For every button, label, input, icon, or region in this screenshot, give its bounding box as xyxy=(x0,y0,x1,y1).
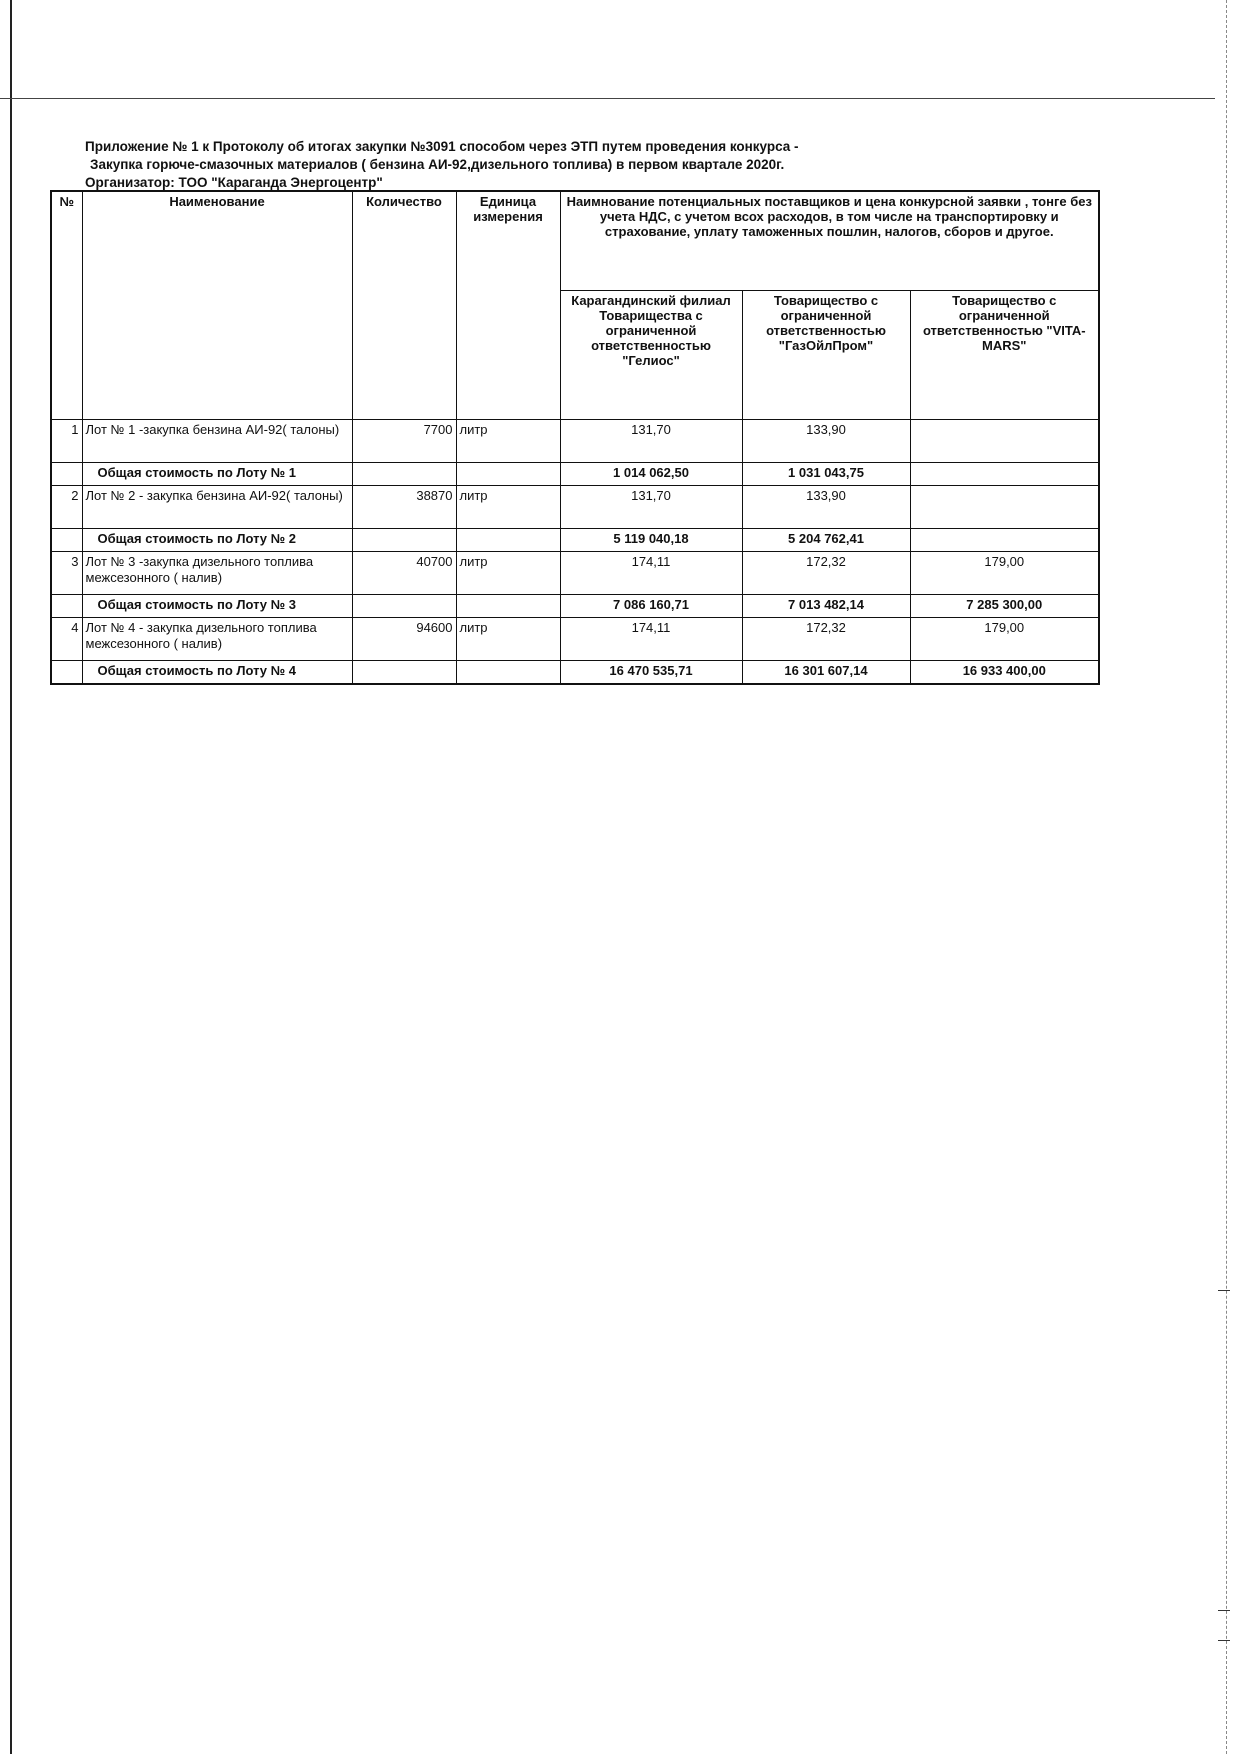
col-header-suppliers-group: Наимнование потенциальных поставщиков и цена конкурсной заявки , тонге без учета НДС, с учетом всох расходов, в том числе на транспортировку и страхование, уплату таможенных пошлин, налогов, сборов и другое. xyxy=(560,191,1099,291)
col-header-qty: Количество xyxy=(352,191,456,420)
scan-edge-tick xyxy=(1218,1640,1230,1641)
lot-name: Лот № 1 -закупка бензина АИ-92( талоны) xyxy=(82,420,352,463)
total-row xyxy=(51,463,1099,486)
price-supplier-3 xyxy=(910,420,1099,463)
empty-cell xyxy=(51,529,82,552)
lot-number: 3 xyxy=(51,552,82,595)
price-supplier-1: 174,11 xyxy=(560,618,742,661)
total-supplier-2: 1 031 043,75 xyxy=(742,463,910,486)
empty-cell xyxy=(456,463,560,486)
empty-cell xyxy=(51,661,82,685)
price-supplier-1: 131,70 xyxy=(560,420,742,463)
empty-cell xyxy=(352,661,456,685)
lot-number: 4 xyxy=(51,618,82,661)
col-header-no: № xyxy=(51,191,82,420)
lot-unit: литр xyxy=(456,420,560,463)
scan-top-rule xyxy=(0,98,1215,99)
price-supplier-2: 133,90 xyxy=(742,420,910,463)
col-header-supplier-2: Товарищество с ограниченной ответственностью "ГазОйлПром" xyxy=(742,291,910,420)
empty-cell xyxy=(456,529,560,552)
scan-right-edge xyxy=(1226,0,1228,1754)
price-supplier-2: 133,90 xyxy=(742,486,910,529)
total-row xyxy=(51,529,1099,552)
total-label: Общая стоимость по Лоту № 1 xyxy=(82,463,352,486)
table-row xyxy=(51,552,1099,595)
total-supplier-2: 16 301 607,14 xyxy=(742,661,910,685)
lot-number: 1 xyxy=(51,420,82,463)
price-supplier-2: 172,32 xyxy=(742,552,910,595)
heading-line-1: Приложение № 1 к Протоколу об итогах закупки №3091 способом через ЭТП путем проведения конкурса - xyxy=(85,139,799,154)
empty-cell xyxy=(456,661,560,685)
lot-quantity: 38870 xyxy=(352,486,456,529)
total-row xyxy=(51,661,1099,685)
lot-name: Лот № 2 - закупка бензина АИ-92( талоны) xyxy=(82,486,352,529)
price-supplier-1: 174,11 xyxy=(560,552,742,595)
empty-cell xyxy=(51,595,82,618)
price-supplier-1: 131,70 xyxy=(560,486,742,529)
results-table xyxy=(50,190,1100,685)
table-row xyxy=(51,420,1099,463)
scan-edge-tick xyxy=(1218,1610,1230,1611)
empty-cell xyxy=(456,595,560,618)
total-label: Общая стоимость по Лоту № 3 xyxy=(82,595,352,618)
empty-cell xyxy=(352,595,456,618)
lot-number: 2 xyxy=(51,486,82,529)
total-supplier-3: 16 933 400,00 xyxy=(910,661,1099,685)
total-label: Общая стоимость по Лоту № 4 xyxy=(82,661,352,685)
table-row xyxy=(51,618,1099,661)
lot-quantity: 94600 xyxy=(352,618,456,661)
heading-line-3: Организатор: ТОО "Караганда Энергоцентр" xyxy=(85,175,383,190)
lot-name: Лот № 3 -закупка дизельного топлива межсезонного ( налив) xyxy=(82,552,352,595)
price-supplier-3 xyxy=(910,486,1099,529)
empty-cell xyxy=(51,463,82,486)
table-row xyxy=(51,486,1099,529)
total-supplier-3 xyxy=(910,463,1099,486)
lot-unit: литр xyxy=(456,552,560,595)
price-supplier-3: 179,00 xyxy=(910,552,1099,595)
total-supplier-2: 7 013 482,14 xyxy=(742,595,910,618)
total-supplier-1: 7 086 160,71 xyxy=(560,595,742,618)
total-row xyxy=(51,595,1099,618)
lot-unit: литр xyxy=(456,486,560,529)
price-supplier-3: 179,00 xyxy=(910,618,1099,661)
total-supplier-1: 1 014 062,50 xyxy=(560,463,742,486)
total-label: Общая стоимость по Лоту № 2 xyxy=(82,529,352,552)
scan-left-border xyxy=(10,0,12,1754)
lot-unit: литр xyxy=(456,618,560,661)
document-heading xyxy=(85,138,1085,192)
col-header-supplier-3: Товарищество с ограниченной ответственностью "VITA-MARS" xyxy=(910,291,1099,420)
heading-line-2: Закупка горюче-смазочных материалов ( бензина АИ-92,дизельного топлива) в первом квартале 2020г. xyxy=(90,157,785,172)
scan-edge-tick xyxy=(1218,1290,1230,1291)
empty-cell xyxy=(352,463,456,486)
price-supplier-2: 172,32 xyxy=(742,618,910,661)
col-header-supplier-1: Карагандинский филиал Товарищества с ограниченной ответственностью "Гелиос" xyxy=(560,291,742,420)
total-supplier-3: 7 285 300,00 xyxy=(910,595,1099,618)
empty-cell xyxy=(352,529,456,552)
total-supplier-1: 5 119 040,18 xyxy=(560,529,742,552)
col-header-name: Наименование xyxy=(82,191,352,420)
lot-name: Лот № 4 - закупка дизельного топлива межсезонного ( налив) xyxy=(82,618,352,661)
lot-quantity: 7700 xyxy=(352,420,456,463)
total-supplier-1: 16 470 535,71 xyxy=(560,661,742,685)
total-supplier-2: 5 204 762,41 xyxy=(742,529,910,552)
total-supplier-3 xyxy=(910,529,1099,552)
lot-quantity: 40700 xyxy=(352,552,456,595)
col-header-unit: Единица измерения xyxy=(456,191,560,420)
